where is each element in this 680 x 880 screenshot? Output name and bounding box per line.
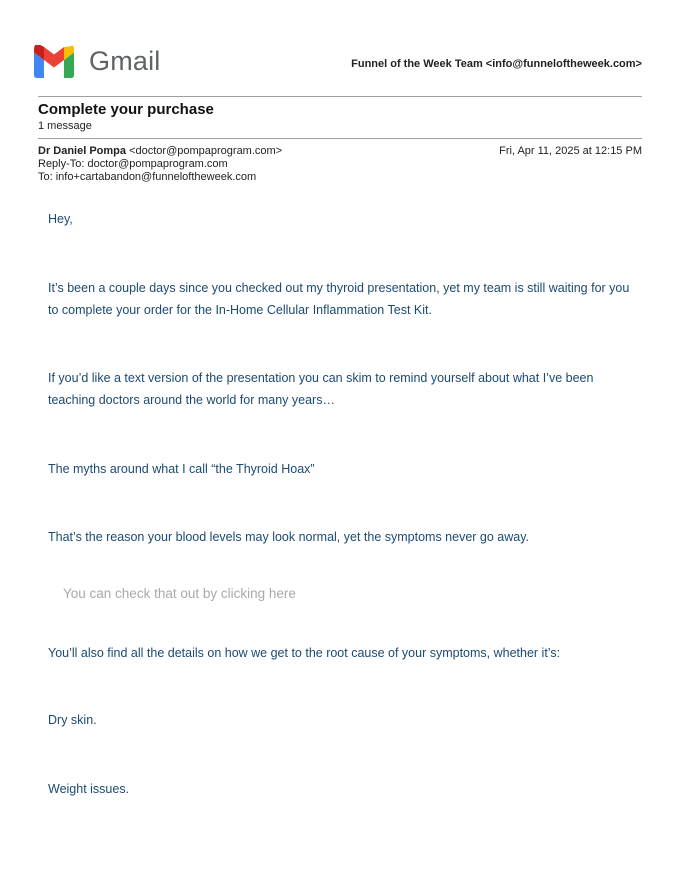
body-paragraph-5: You’ll also find all the details on how we get to the root cause of your symptoms, whether it’s: (48, 646, 561, 660)
message-header (38, 145, 642, 184)
body-paragraph-7: Weight issues. (48, 782, 130, 796)
account-label: Funnel of the Week Team <info@funneloftheweek.com> (351, 58, 642, 70)
message-count: 1 message (38, 120, 92, 132)
reply-to: Reply-To: doctor@pompaprogram.com (38, 158, 228, 170)
recipient: To: info+cartabandon@funneloftheweek.com (38, 171, 257, 183)
gmail-wordmark: Gmail (89, 46, 161, 76)
message-date: Fri, Apr 11, 2025 at 12:15 PM (499, 145, 642, 157)
body-paragraph-1: It’s been a couple days since you checked out my thyroid presentation, yet my team is still waiting for you to complete your order for the In-Home Cellular Inflammation Test Kit. (48, 281, 630, 317)
thread-subject: Complete your purchase (38, 101, 214, 118)
body-paragraph-3: The myths around what I call “the Thyroid Hoax” (48, 462, 315, 476)
subject-divider (38, 138, 642, 139)
gmail-logo[interactable] (34, 44, 164, 84)
sender-name[interactable]: Dr Daniel Pompa (38, 145, 127, 157)
header-divider (38, 96, 642, 97)
sender-email[interactable]: <doctor@pompaprogram.com> (129, 145, 283, 157)
body-paragraph-4: That’s the reason your blood levels may look normal, yet the symptoms never go away. (48, 530, 530, 544)
body-paragraph-6: Dry skin. (48, 713, 97, 727)
header (34, 44, 642, 84)
presentation-link[interactable]: You can check that out by clicking here (63, 586, 296, 601)
gmail-m-icon (34, 45, 74, 79)
body-greeting: Hey, (48, 212, 73, 226)
body-paragraph-2: If you’d like a text version of the presentation you can skim to remind yourself about what I’ve been teaching doctors around the world for many years… (48, 371, 594, 407)
